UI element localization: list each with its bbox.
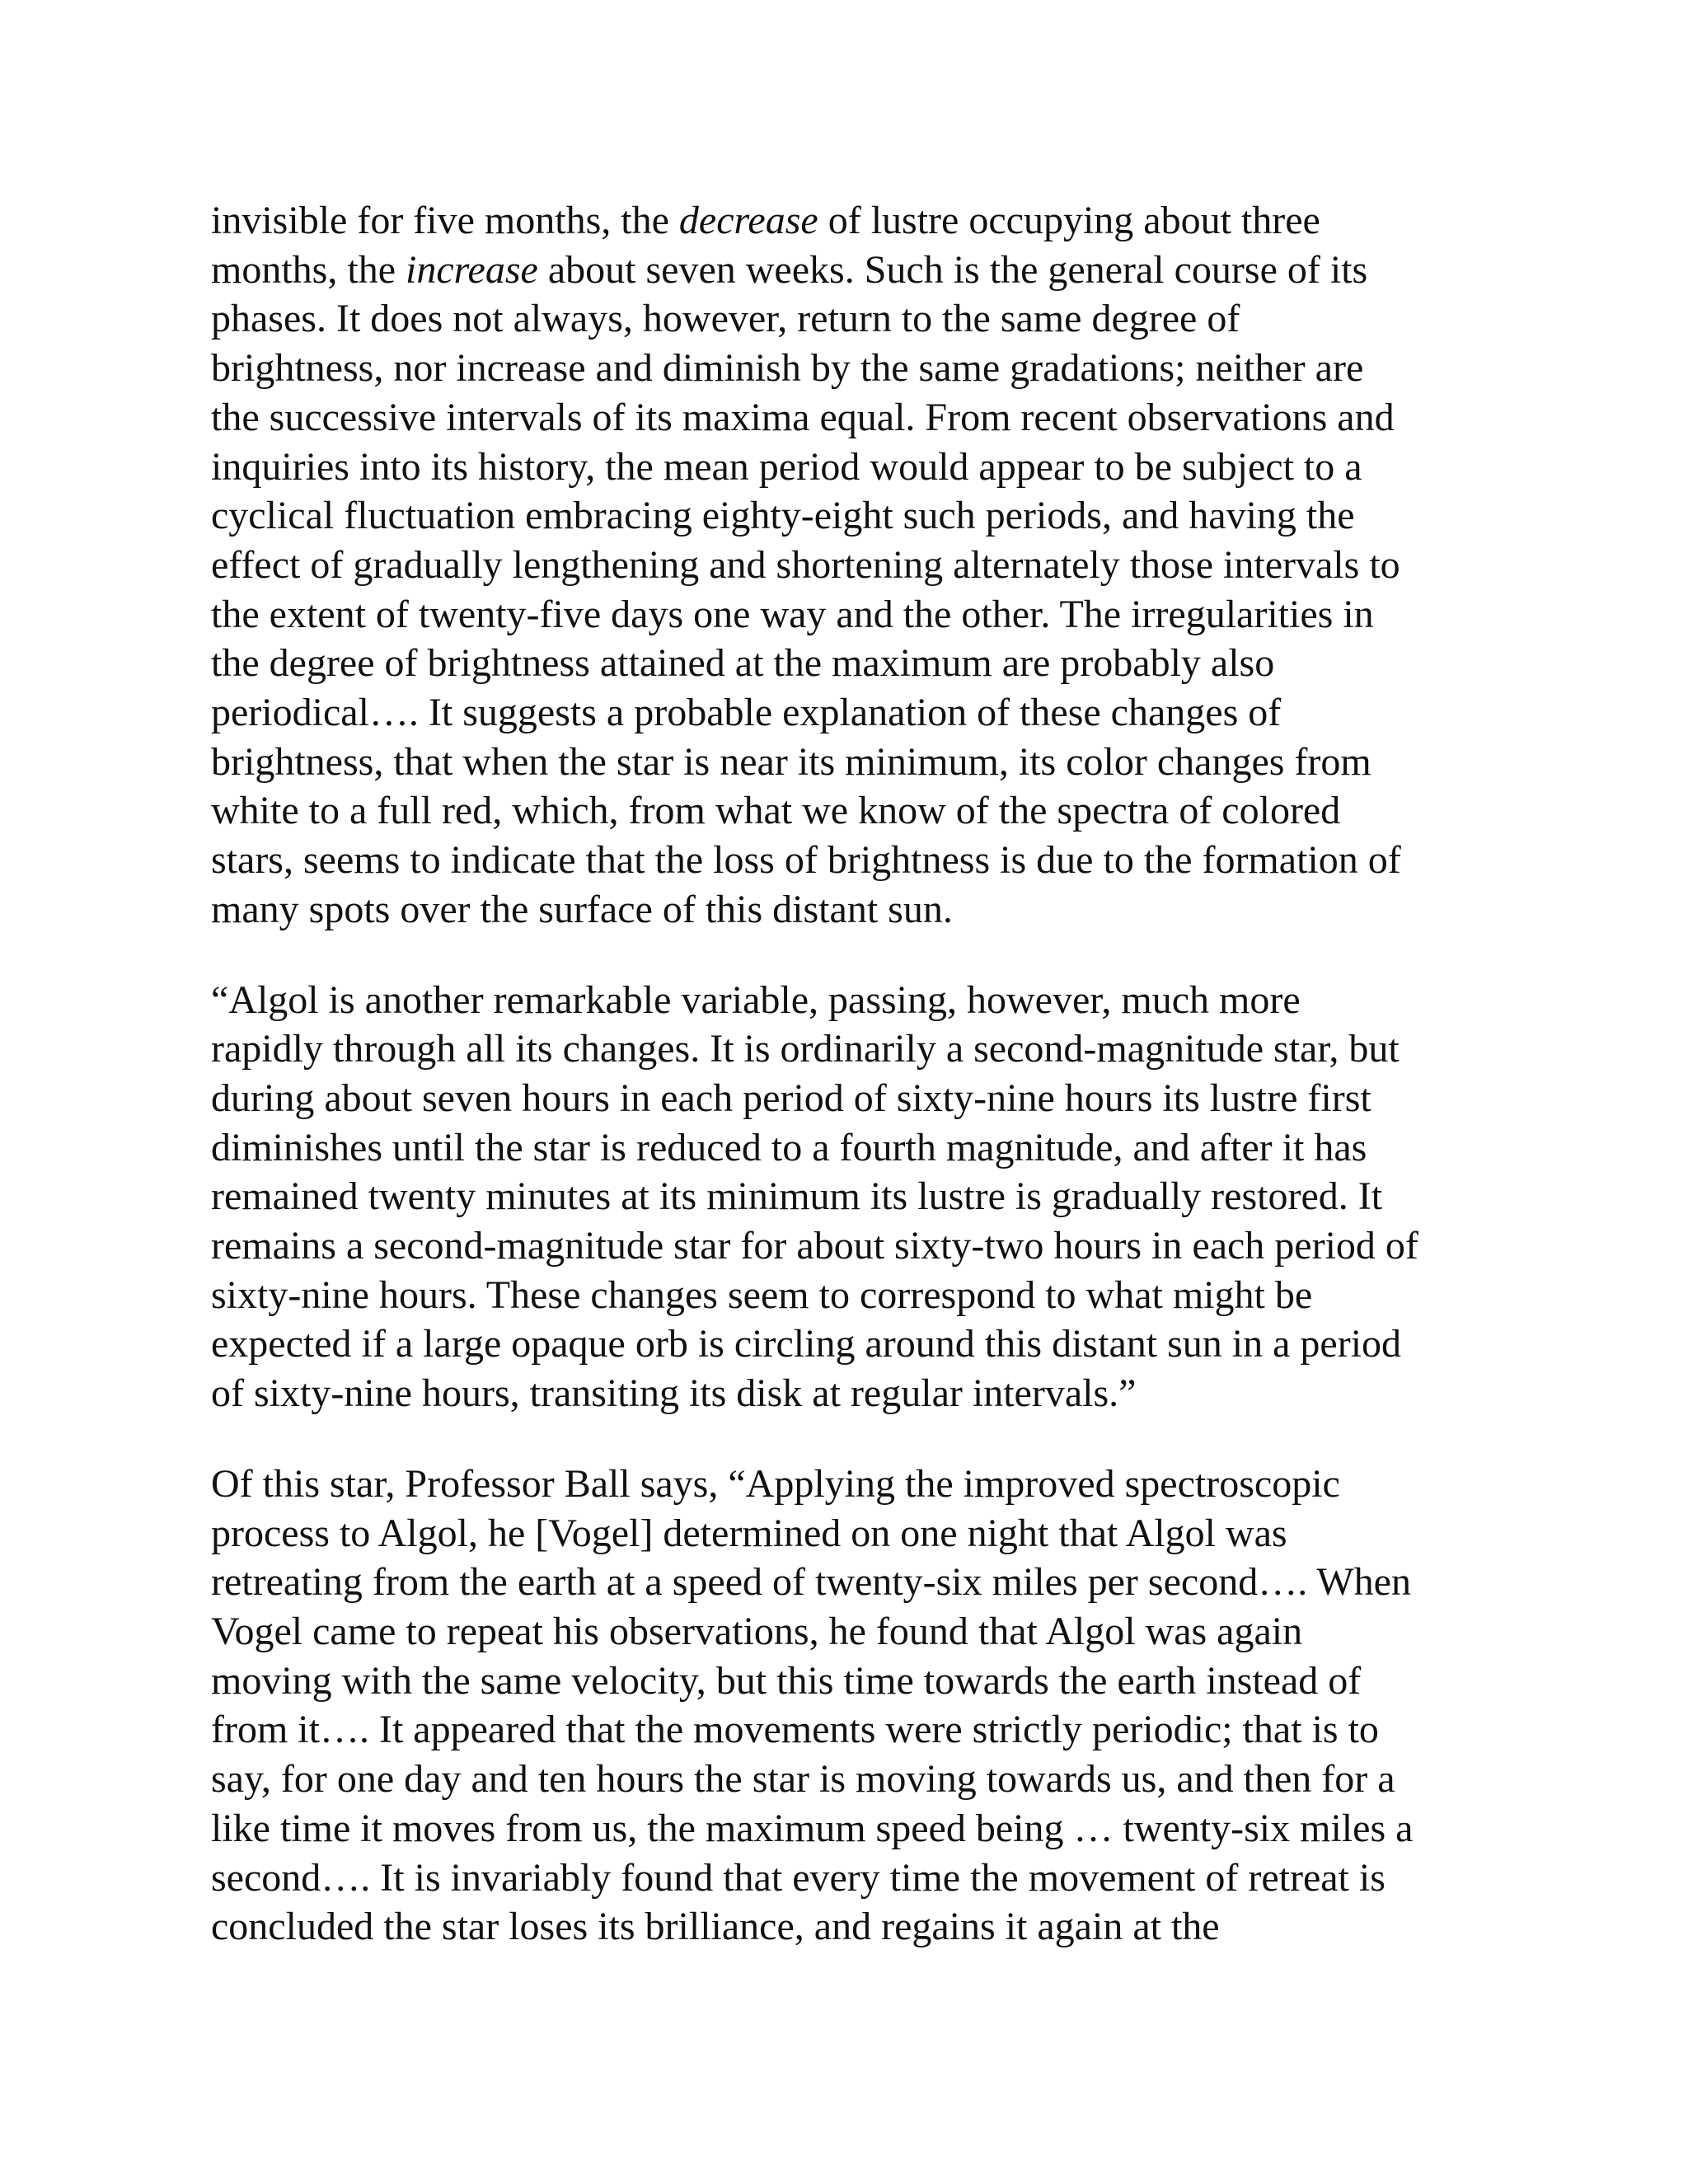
text-run: “Algol is another remarkable variable, passing, however, much more — [211, 977, 1301, 1022]
text-line — [211, 246, 1497, 295]
text-line — [211, 1509, 1497, 1558]
text-line — [211, 1271, 1497, 1320]
text-line — [211, 1221, 1497, 1271]
text-line — [211, 885, 1497, 935]
text-run: about seven weeks. Such is the general course of its — [537, 247, 1368, 292]
paragraph-3 — [211, 1460, 1497, 1952]
text-run: of lustre occupying about three — [818, 199, 1320, 242]
text-run: brightness, nor increase and diminish by the same gradations; neither are — [211, 346, 1364, 391]
text-run: the extent of twenty-five days one way and the other. The irregularities in — [211, 592, 1374, 636]
text-line — [211, 1854, 1497, 1903]
text-line — [211, 1123, 1497, 1173]
text-run: say, for one day and ten hours the star is moving towards us, and then for a — [211, 1757, 1395, 1802]
text-run: process to Algol, he [Vogel] determined on one night that Algol was — [211, 1511, 1287, 1555]
text-run: diminishes until the star is reduced to a fourth magnitude, and after it has — [211, 1125, 1367, 1169]
text-run: phases. It does not always, however, return to the same degree of — [211, 297, 1240, 341]
text-run: rapidly through all its changes. It is ordinarily a second-magnitude star, but — [211, 1027, 1400, 1071]
text-run: brightness, that when the star is near its minimum, its color changes from — [211, 739, 1372, 784]
text-line — [211, 1657, 1497, 1706]
text-line — [211, 1804, 1497, 1854]
text-run: stars, seems to indicate that the loss of brightness is due to the formation of — [211, 838, 1401, 883]
text-run: invisible for five months, the — [211, 199, 679, 242]
text-run: sixty-nine hours. These changes seem to correspond to what might be — [211, 1272, 1313, 1317]
text-run: second…. It is invariably found that every time the movement of retreat is — [211, 1855, 1386, 1900]
text-line — [211, 976, 1497, 1025]
text-line — [211, 639, 1497, 688]
text-line — [211, 196, 1497, 246]
text-run: concluded the star loses its brilliance, and regains it again at the — [211, 1905, 1220, 1949]
text-line — [211, 1024, 1497, 1074]
text-line — [211, 491, 1497, 541]
body-text — [211, 196, 1497, 1952]
italic-text-run: increase — [406, 247, 538, 292]
text-line — [211, 836, 1497, 885]
text-line — [211, 1607, 1497, 1657]
text-run: retreating from the earth at a speed of twenty-six miles per second…. When — [211, 1560, 1411, 1605]
text-run: many spots over the surface of this distant sun. — [211, 887, 953, 931]
text-run: during about seven hours in each period of sixty-nine hours its lustre first — [211, 1076, 1372, 1120]
text-line — [211, 1369, 1497, 1418]
text-run: expected if a large opaque orb is circling around this distant sun in a period — [211, 1322, 1402, 1366]
text-run: periodical…. It suggests a probable explanation of these changes of — [211, 691, 1282, 735]
text-run: months, the — [211, 247, 406, 292]
text-run: effect of gradually lengthening and shortening alternately those intervals to — [211, 542, 1400, 587]
text-line — [211, 1558, 1497, 1607]
text-line — [211, 1755, 1497, 1804]
text-line — [211, 541, 1497, 590]
text-line — [211, 688, 1497, 738]
text-run: inquiries into its history, the mean period would appear to be subject to a — [211, 444, 1362, 489]
italic-text-run: decrease — [678, 199, 818, 242]
text-line — [211, 1319, 1497, 1369]
text-run: remained twenty minutes at its minimum its lustre is gradually restored. It — [211, 1174, 1383, 1219]
text-line — [211, 344, 1497, 393]
text-line — [211, 1172, 1497, 1221]
text-line — [211, 393, 1497, 443]
text-line — [211, 590, 1497, 640]
text-line — [211, 1074, 1497, 1123]
text-run: Of this star, Professor Ball says, “Applying the improved spectroscopic — [211, 1461, 1340, 1506]
paragraph-2 — [211, 976, 1497, 1418]
text-run: like time it moves from us, the maximum speed being … twenty-six miles a — [211, 1806, 1414, 1850]
text-run: cyclical fluctuation embracing eighty-eight such periods, and having the — [211, 494, 1355, 538]
text-run: white to a full red, which, from what we know of the spectra of colored — [211, 789, 1341, 833]
text-line — [211, 786, 1497, 836]
text-run: the degree of brightness attained at the maximum are probably also — [211, 641, 1275, 686]
text-line — [211, 1902, 1497, 1952]
text-run: remains a second-magnitude star for about sixty-two hours in each period of — [211, 1224, 1418, 1268]
text-line — [211, 738, 1497, 787]
text-line — [211, 1460, 1497, 1509]
text-run: of sixty-nine hours, transiting its disk at regular intervals.” — [211, 1371, 1137, 1416]
text-line — [211, 294, 1497, 344]
text-run: moving with the same velocity, but this time towards the earth instead of — [211, 1658, 1362, 1703]
text-run: the successive intervals of its maxima equal. From recent observations and — [211, 395, 1395, 439]
text-run: from it…. It appeared that the movements were strictly periodic; that is to — [211, 1708, 1379, 1752]
text-line — [211, 443, 1497, 492]
paragraph-1 — [211, 196, 1497, 935]
text-run: Vogel came to repeat his observations, he found that Algol was again — [211, 1609, 1303, 1653]
text-line — [211, 1705, 1497, 1755]
